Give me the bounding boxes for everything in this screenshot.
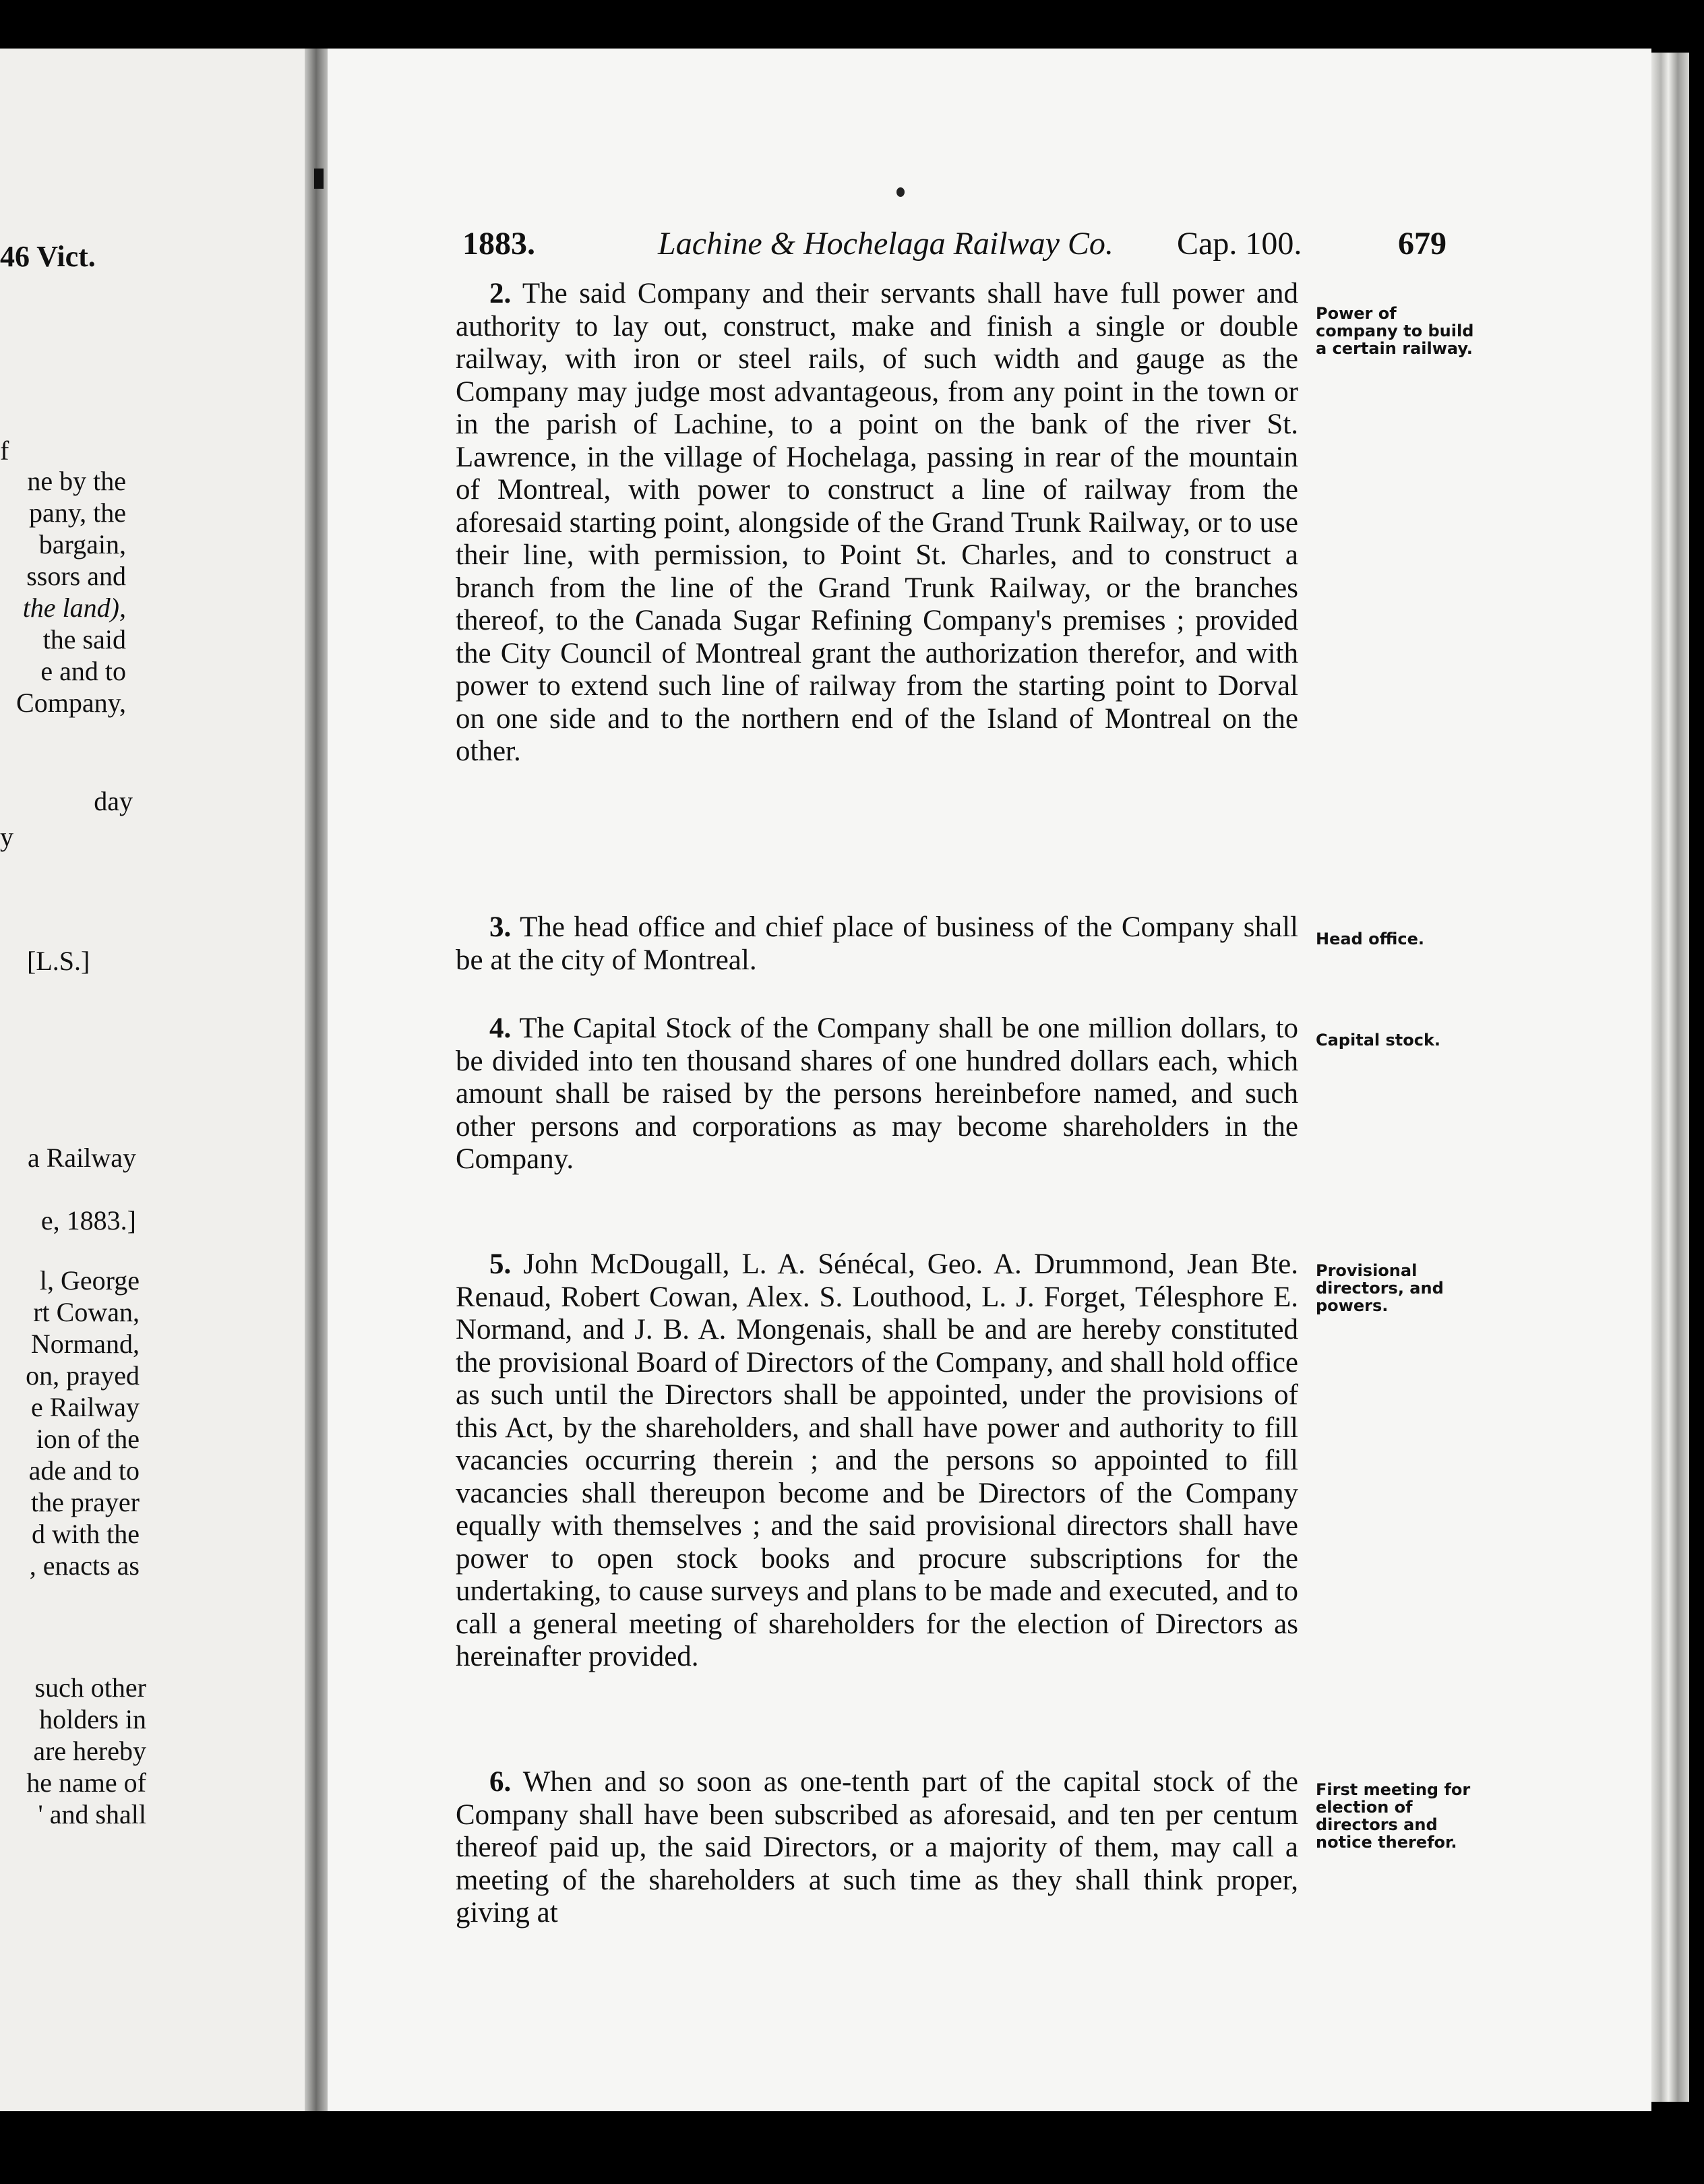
- section-text: The head office and chief place of business of the Company shall be at the city of Montreal.: [456, 911, 1298, 976]
- left-page-line: he name of: [26, 1767, 146, 1798]
- section-number: 2.: [489, 278, 512, 309]
- section-4: [456, 1012, 1298, 1176]
- section-number: 3.: [489, 911, 512, 943]
- side-note: Capital stock.: [1316, 1031, 1441, 1050]
- section-body: [456, 1766, 1298, 1930]
- left-page-line: f: [0, 435, 9, 466]
- book-gutter: [305, 49, 328, 2111]
- left-page-line: 46 Vict.: [0, 240, 96, 273]
- section-text: When and so soon as one-tenth part of the capital stock of the Company shall have been subscribed as aforesaid, and ten per centum thereof paid up, the said Directors, or a majority of them, may call a meeting of the shareholders at such time as they shall think proper, giving at: [456, 1766, 1298, 1929]
- left-page-line: e Railway: [30, 1392, 140, 1422]
- section-5: [456, 1248, 1298, 1674]
- left-page-line: l, George: [39, 1265, 140, 1296]
- gutter-mark: [314, 169, 324, 189]
- left-page-line: are hereby: [33, 1736, 146, 1766]
- left-page-line: Normand,: [30, 1329, 140, 1359]
- left-page-line: ssors and: [26, 561, 126, 591]
- section-text: John McDougall, L. A. Sénécal, Geo. A. Drummond, Jean Bte. Renaud, Robert Cowan, Alex. S. Louthood, L. J. Forget, Télesphore E. Normand, and J. B. A. Mongenais, shall be and are hereby constituted the provisional Board of Directors of the Company, and shall hold office as such until the Directors shall be appointed, under the provisions of this Act, by the shareholders, and shall have power and authority to fill vacancies occurring therein ; and the persons so appointed to fill vacancies shall thereupon become and be Directors of the Company equally with themselves ; and the said provisional directors shall have power to open stock books and procure subscriptions for the undertaking, to cause surveys and plans to be made and executed, and to call a general meeting of shareholders for the election of Directors as hereinafter provided.: [456, 1248, 1298, 1672]
- side-note: Head office.: [1316, 930, 1424, 948]
- left-page-line: e and to: [40, 656, 126, 686]
- left-page-line: the land),: [22, 593, 126, 623]
- section-number: 4.: [489, 1012, 512, 1044]
- left-page-line: a Railway: [27, 1143, 136, 1173]
- left-page-line: the prayer: [30, 1487, 140, 1517]
- left-page-line: on, prayed: [26, 1360, 140, 1391]
- section-6: [456, 1766, 1298, 1930]
- side-note: Power of company to build a certain railway.: [1316, 304, 1474, 358]
- section-text: The said Company and their servants shall have full power and authority to lay out, construct, make and finish a single or double railway, with iron or steel rails, of such width and gauge as the Company may judge most advantageous, from any point in the town or in the parish of Lachine, to a point on the bank of the river St. Lawrence, in the village of Hochelaga, passing in rear of the mountain of Montreal, with power to construct a line of railway from the aforesaid starting point, alongside of the Grand Trunk Railway, or to use their line, with permission, to Point St. Charles, and to construct a branch from the line of the Grand Trunk Railway, or the branches thereof, to the Canada Sugar Refining Company's premises ; provided the City Council of Montreal grant the authorization therefor, and with power to extend such line of railway from the starting point to Dorval on one side and to the northern end of the Island of Montreal on the other.: [456, 278, 1298, 767]
- left-page-line: Company,: [16, 688, 126, 718]
- header-title: Lachine & Hochelaga Railway Co.: [658, 226, 1114, 262]
- left-page-line: [L.S.]: [27, 946, 90, 976]
- left-page-line: ' and shall: [38, 1799, 146, 1829]
- left-page-line: ade and to: [28, 1455, 140, 1486]
- page-edge: [1651, 53, 1689, 2102]
- section-body: [456, 1012, 1298, 1176]
- left-page: [0, 49, 305, 2111]
- left-page-line: rt Cowan,: [33, 1297, 140, 1327]
- left-page-line: e, 1883.]: [40, 1205, 136, 1236]
- section-2: [456, 278, 1298, 768]
- page-number: 679: [1398, 226, 1447, 262]
- left-page-line: the said: [42, 624, 126, 655]
- right-page: [328, 49, 1651, 2111]
- left-page-line: y: [0, 822, 13, 852]
- section-3: [456, 911, 1298, 977]
- left-page-line: bargain,: [38, 529, 126, 559]
- left-page-line: pany, the: [28, 497, 126, 528]
- running-header: [328, 225, 1651, 279]
- left-page-line: day: [94, 786, 133, 816]
- left-page-line: ne by the: [27, 466, 126, 496]
- section-number: 5.: [489, 1248, 512, 1280]
- section-body: [456, 911, 1298, 977]
- side-note: Provisional directors, and powers.: [1316, 1261, 1444, 1315]
- left-page-line: holders in: [39, 1704, 146, 1734]
- side-note: First meeting for election of directors and notice therefor.: [1316, 1780, 1471, 1852]
- section-body: [456, 278, 1298, 768]
- header-year: 1883.: [462, 226, 535, 262]
- section-text: The Capital Stock of the Company shall be one million dollars, to be divided into ten thousand shares of one hundred dollars each, which amount shall be raised by the persons hereinbefore named, and such other persons and corporations as may become shareholders in the Company.: [456, 1012, 1298, 1175]
- left-page-line: d with the: [32, 1519, 140, 1549]
- header-chapter: Cap. 100.: [1177, 226, 1302, 262]
- left-page-line: , enacts as: [29, 1550, 140, 1581]
- section-number: 6.: [489, 1766, 512, 1798]
- section-body: [456, 1248, 1298, 1674]
- left-page-line: such other: [34, 1672, 146, 1703]
- ink-dot: [896, 187, 905, 197]
- left-page-line: ion of the: [36, 1424, 140, 1454]
